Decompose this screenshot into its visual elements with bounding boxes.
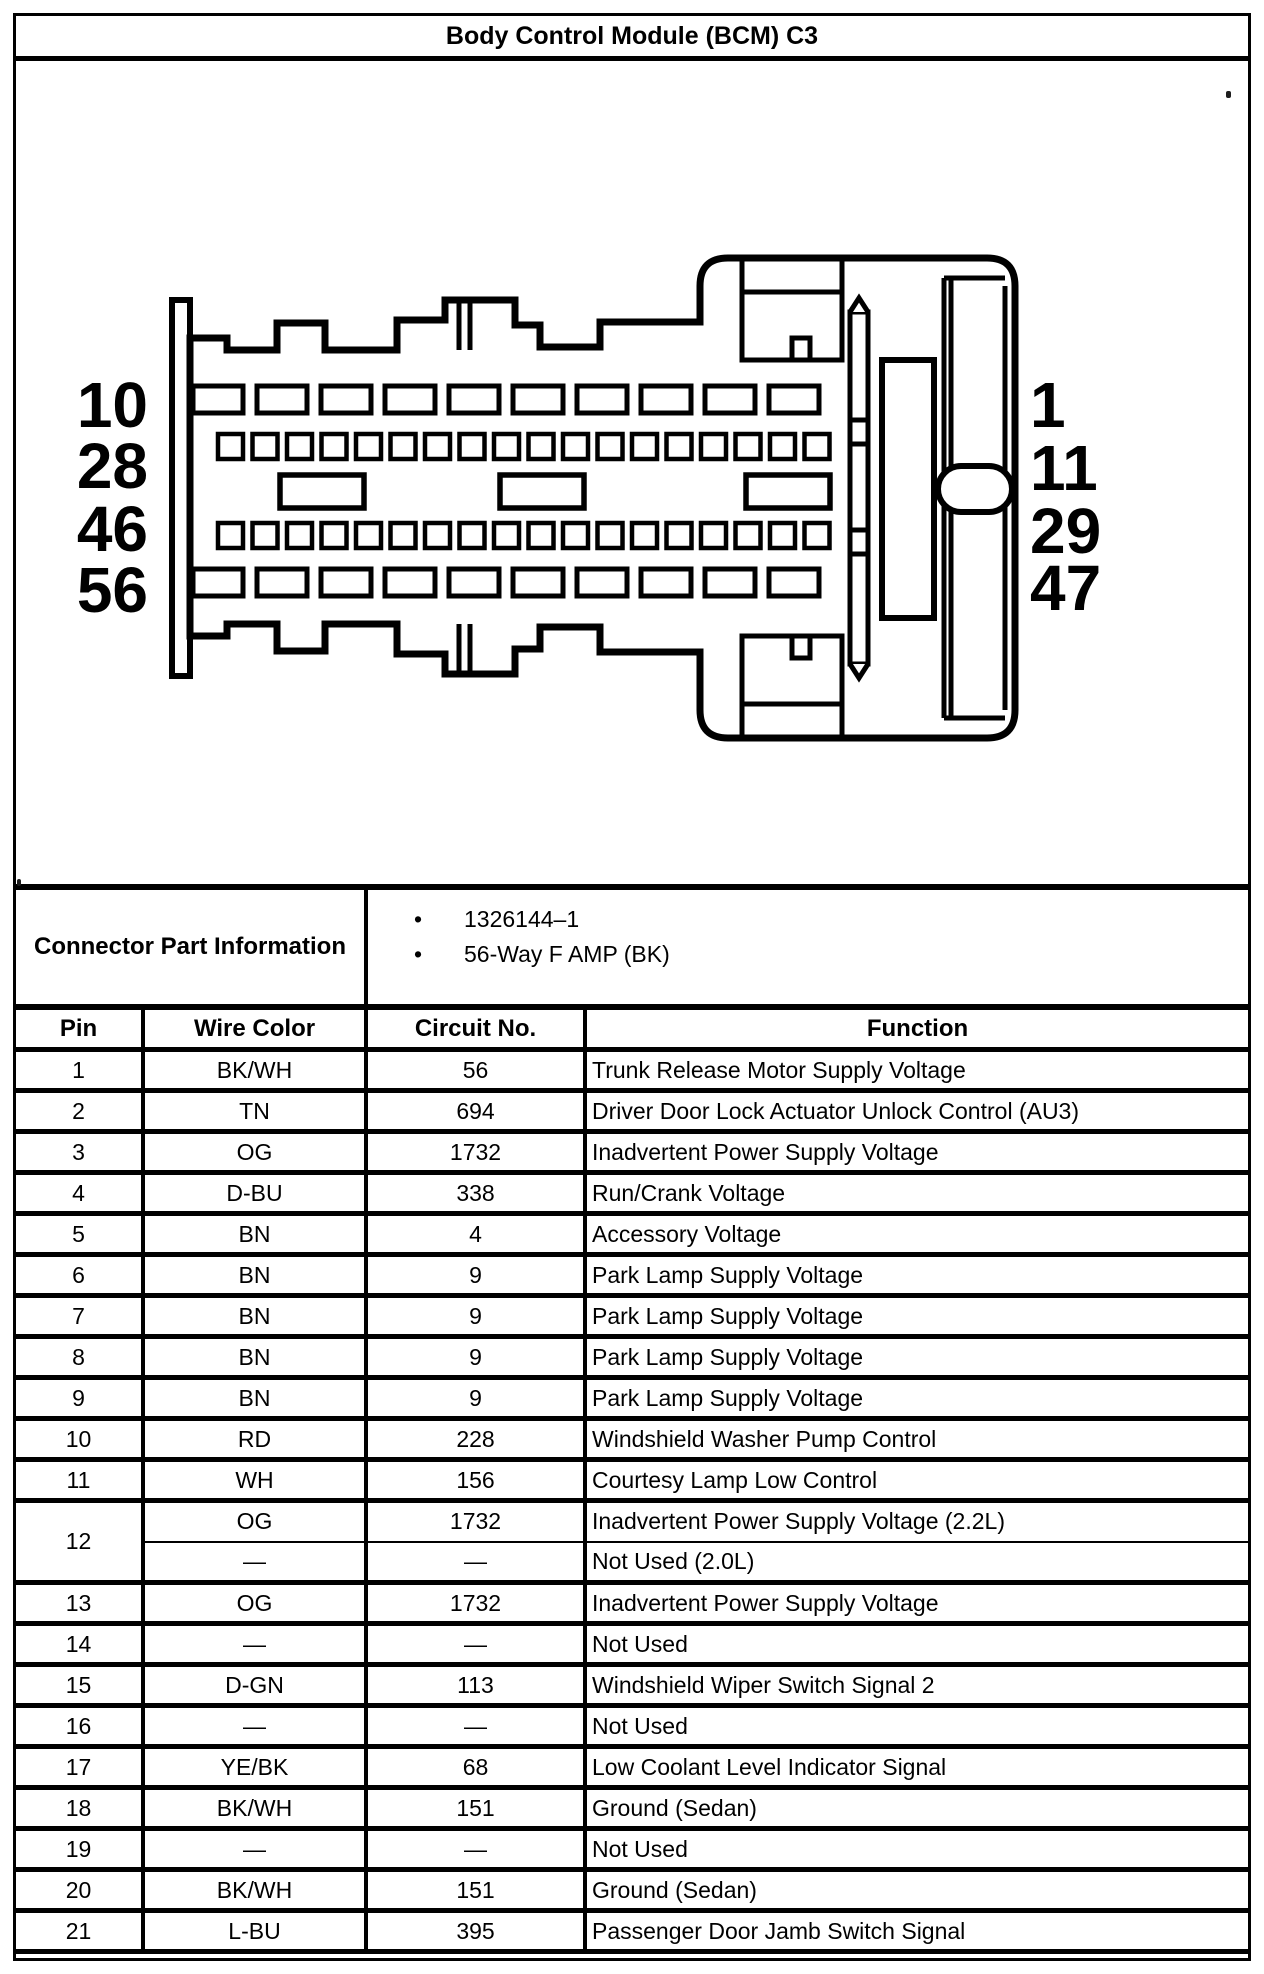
function-cell: Accessory Voltage [592, 1220, 782, 1247]
function-cell: Run/Crank Voltage [592, 1179, 786, 1206]
inner-cavity-rect [882, 360, 934, 618]
circuit-cell: 9 [368, 1380, 587, 1416]
function-cell: Ground (Sedan) [592, 1794, 757, 1821]
pin-cell: 4 [16, 1175, 145, 1211]
split-subrows [145, 1503, 1248, 1580]
circuit-cell: — [368, 1831, 587, 1867]
table-row [16, 1421, 1248, 1462]
table-row [16, 1585, 1248, 1626]
circuit-cell: 228 [368, 1421, 587, 1457]
wire-color-cell: YE/BK [145, 1749, 368, 1785]
pin-cell: 10 [16, 1421, 145, 1457]
function-cell: Passenger Door Jamb Switch Signal [592, 1917, 966, 1944]
pin-row-label-56: 56 [76, 554, 148, 626]
wire-color-cell: BN [145, 1298, 368, 1334]
connector-part-info-row [16, 890, 1248, 1010]
part-info-item [414, 902, 1248, 937]
pin-cell: 13 [16, 1585, 145, 1621]
pin-cell: 20 [16, 1872, 145, 1908]
sub-row [145, 1541, 1248, 1581]
pin-cell: 7 [16, 1298, 145, 1334]
wire-color-cell: TN [145, 1093, 368, 1129]
function-cell: Not Used [592, 1630, 688, 1657]
pin-cell: 15 [16, 1667, 145, 1703]
pin-cell: 9 [16, 1380, 145, 1416]
function-cell: Inadvertent Power Supply Voltage [592, 1138, 939, 1165]
table-row [16, 1462, 1248, 1503]
title-bar [16, 16, 1248, 61]
table-row [16, 1257, 1248, 1298]
wire-color-cell: L-BU [145, 1913, 368, 1949]
wire-color-cell: BN [145, 1380, 368, 1416]
circuit-cell: 1732 [368, 1585, 587, 1621]
circuit-cell: 68 [368, 1749, 587, 1785]
wire-color-cell: OG [145, 1134, 368, 1170]
wire-color-cell: D-GN [145, 1667, 368, 1703]
circuit-cell: 151 [368, 1790, 587, 1826]
function-cell: Not Used [592, 1835, 688, 1862]
pin-cell: 16 [16, 1708, 145, 1744]
function-cell: Park Lamp Supply Voltage [592, 1343, 864, 1370]
wire-color-cell: — [145, 1708, 368, 1744]
wire-color-cell: BN [145, 1257, 368, 1293]
pin-row-label-28: 28 [76, 430, 148, 502]
connector-drawing [160, 250, 1040, 750]
pin-cell: 3 [16, 1134, 145, 1170]
header-pin: Pin [16, 1010, 145, 1047]
circuit-cell: — [368, 1543, 587, 1581]
function-cell: Inadvertent Power Supply Voltage (2.2L) [592, 1508, 1005, 1535]
pin-cell: 19 [16, 1831, 145, 1867]
circuit-cell: — [368, 1708, 587, 1744]
pin-row-label-29: 29 [1030, 495, 1102, 567]
wire-color-cell: — [145, 1543, 368, 1581]
pin-cell: 17 [16, 1749, 145, 1785]
bullet-icon: • [414, 941, 423, 967]
page-title: Body Control Module (BCM) C3 [445, 21, 819, 50]
function-cell: Not Used (2.0L) [592, 1547, 755, 1574]
table-row [16, 1052, 1248, 1093]
wire-color-cell: OG [145, 1585, 368, 1621]
pin-row-label-10: 10 [76, 369, 148, 441]
circuit-cell: 156 [368, 1462, 587, 1498]
part-info-values-cell [368, 890, 1248, 1004]
circuit-cell: 113 [368, 1667, 587, 1703]
pin-row-label-46: 46 [76, 493, 148, 565]
pin-cell: 21 [16, 1913, 145, 1949]
wire-color-cell: RD [145, 1421, 368, 1457]
pin-cell: 12 [16, 1503, 145, 1580]
table-header-row [16, 1010, 1248, 1052]
wire-color-cell: BK/WH [145, 1790, 368, 1826]
table-row [16, 1503, 1248, 1585]
pin-row-label-1: 1 [1030, 369, 1066, 441]
pin-cell: 8 [16, 1339, 145, 1375]
pin-cell: 6 [16, 1257, 145, 1293]
circuit-cell: 9 [368, 1298, 587, 1334]
table-row [16, 1626, 1248, 1667]
wire-color-cell: BK/WH [145, 1872, 368, 1908]
header-wire-color: Wire Color [145, 1010, 368, 1047]
circuit-cell: 4 [368, 1216, 587, 1252]
connector-type-text: 56-Way F AMP (BK) [464, 941, 670, 967]
sub-row [145, 1503, 1248, 1541]
wire-color-cell: WH [145, 1462, 368, 1498]
circuit-cell: 9 [368, 1339, 587, 1375]
key-slots [280, 475, 830, 508]
connector-diagram-cell [16, 61, 1248, 890]
lock-bar [850, 298, 868, 678]
wire-color-cell: OG [145, 1503, 368, 1541]
wire-color-cell: BK/WH [145, 1052, 368, 1088]
function-cell: Inadvertent Power Supply Voltage [592, 1589, 939, 1616]
function-cell: Park Lamp Supply Voltage [592, 1261, 864, 1288]
function-cell: Driver Door Lock Actuator Unlock Control (AU3) [592, 1097, 1079, 1124]
table-body [16, 1052, 1248, 1958]
wire-color-cell: BN [145, 1339, 368, 1375]
function-cell: Courtesy Lamp Low Control [592, 1466, 878, 1493]
bullet-icon: • [414, 906, 423, 932]
function-cell: Windshield Wiper Switch Signal 2 [592, 1671, 935, 1698]
function-cell: Trunk Release Motor Supply Voltage [592, 1056, 966, 1083]
pin-cell: 14 [16, 1626, 145, 1662]
pin-cell: 5 [16, 1216, 145, 1252]
scan-artifact-dot [17, 879, 21, 886]
part-number-text: 1326144–1 [464, 906, 580, 932]
table-row [16, 1298, 1248, 1339]
function-cell: Park Lamp Supply Voltage [592, 1384, 864, 1411]
table-row [16, 1872, 1248, 1913]
pin-cell: 11 [16, 1462, 145, 1498]
pin-row-label-47: 47 [1030, 552, 1102, 624]
circuit-cell: 338 [368, 1175, 587, 1211]
page-frame [13, 13, 1251, 1961]
circuit-cell: 395 [368, 1913, 587, 1949]
wire-color-cell: BN [145, 1216, 368, 1252]
header-circuit-no: Circuit No. [368, 1010, 587, 1047]
table-row [16, 1175, 1248, 1216]
pin-cell: 1 [16, 1052, 145, 1088]
scan-artifact-dot [1226, 91, 1231, 98]
header-function: Function [866, 1014, 969, 1042]
circuit-cell: — [368, 1626, 587, 1662]
table-row [16, 1667, 1248, 1708]
table-row [16, 1708, 1248, 1749]
table-row [16, 1380, 1248, 1421]
circuit-cell: 1732 [368, 1134, 587, 1170]
pin-row-label-11: 11 [1030, 432, 1098, 504]
table-row [16, 1913, 1248, 1954]
function-cell: Ground (Sedan) [592, 1876, 757, 1903]
circuit-cell: 151 [368, 1872, 587, 1908]
function-cell: Not Used [592, 1712, 688, 1739]
part-info-item [414, 937, 1248, 972]
table-row [16, 1749, 1248, 1790]
circuit-cell: 1732 [368, 1503, 587, 1541]
part-info-label-cell [16, 890, 368, 1004]
circuit-cell: 694 [368, 1093, 587, 1129]
wire-color-cell: — [145, 1626, 368, 1662]
part-info-label: Connector Part Information [33, 933, 346, 960]
table-row [16, 1134, 1248, 1175]
table-row [16, 1831, 1248, 1872]
cap-side-bump [938, 466, 1012, 512]
circuit-cell: 56 [368, 1052, 587, 1088]
wire-color-cell: — [145, 1831, 368, 1867]
table-row [16, 1216, 1248, 1257]
function-cell: Windshield Washer Pump Control [592, 1425, 937, 1452]
table-row [16, 1093, 1248, 1134]
table-row [16, 1790, 1248, 1831]
wire-color-cell: D-BU [145, 1175, 368, 1211]
table-row [16, 1339, 1248, 1380]
circuit-cell: 9 [368, 1257, 587, 1293]
pin-cell: 2 [16, 1093, 145, 1129]
function-cell: Park Lamp Supply Voltage [592, 1302, 864, 1329]
function-cell: Low Coolant Level Indicator Signal [592, 1753, 947, 1780]
pin-cell: 18 [16, 1790, 145, 1826]
